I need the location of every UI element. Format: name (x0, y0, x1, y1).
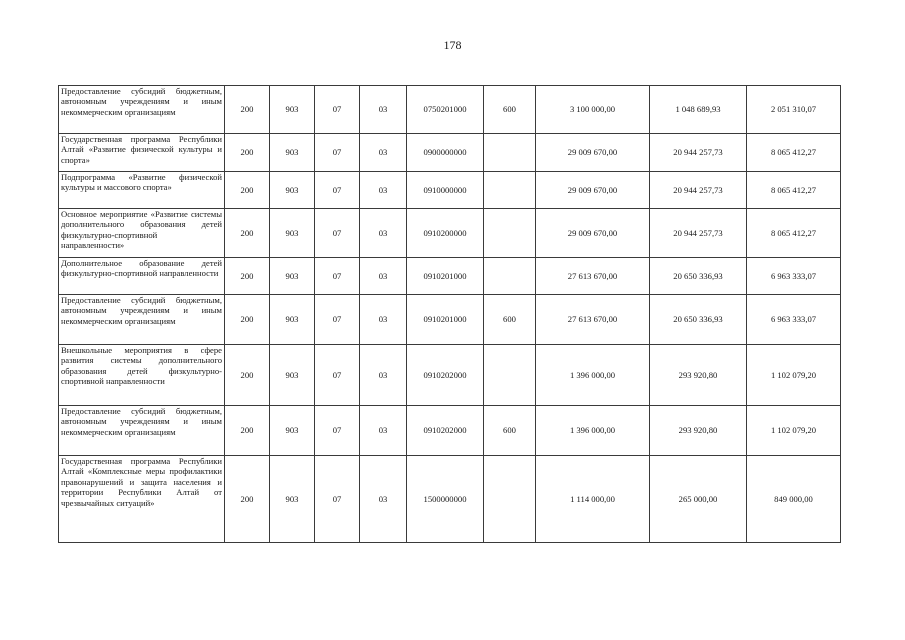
row-expense-type (484, 456, 536, 543)
row-sum-planned: 1 396 000,00 (536, 345, 650, 406)
row-sum-remaining: 6 963 333,07 (747, 258, 841, 295)
row-code-section: 07 (315, 134, 360, 172)
row-code-department: 903 (270, 406, 315, 456)
row-code-section: 07 (315, 258, 360, 295)
row-sum-executed: 1 048 689,93 (650, 86, 747, 134)
row-target-article: 0910201000 (407, 258, 484, 295)
row-target-article: 1500000000 (407, 456, 484, 543)
row-code-ministry: 200 (225, 86, 270, 134)
row-code-department: 903 (270, 345, 315, 406)
row-code-ministry: 200 (225, 209, 270, 258)
row-sum-remaining: 849 000,00 (747, 456, 841, 543)
table-row (59, 456, 841, 543)
row-name: Предоставление субсидий бюджетным, автономным учреждениям и иным некоммерческим организациям (59, 86, 225, 134)
table-row (59, 209, 841, 258)
row-code-ministry: 200 (225, 258, 270, 295)
row-code-department: 903 (270, 456, 315, 543)
row-target-article: 0910202000 (407, 345, 484, 406)
row-code-subsection: 03 (360, 86, 407, 134)
row-sum-remaining: 1 102 079,20 (747, 406, 841, 456)
row-sum-remaining: 8 065 412,27 (747, 209, 841, 258)
table-row (59, 134, 841, 172)
row-code-subsection: 03 (360, 345, 407, 406)
row-expense-type (484, 172, 536, 209)
row-sum-planned: 1 114 000,00 (536, 456, 650, 543)
row-sum-remaining: 8 065 412,27 (747, 134, 841, 172)
row-target-article: 0910201000 (407, 295, 484, 345)
row-code-subsection: 03 (360, 258, 407, 295)
table-row (59, 172, 841, 209)
row-code-department: 903 (270, 86, 315, 134)
budget-table-body (59, 86, 841, 543)
row-code-section: 07 (315, 406, 360, 456)
row-code-subsection: 03 (360, 134, 407, 172)
row-code-ministry: 200 (225, 172, 270, 209)
table-row (59, 258, 841, 295)
row-target-article: 0910202000 (407, 406, 484, 456)
row-sum-executed: 20 944 257,73 (650, 134, 747, 172)
row-expense-type (484, 134, 536, 172)
row-target-article: 0910000000 (407, 172, 484, 209)
row-name: Дополнительное образование детей физкультурно-спортивной направленности (59, 258, 225, 295)
row-expense-type: 600 (484, 86, 536, 134)
table-row (59, 86, 841, 134)
row-code-ministry: 200 (225, 345, 270, 406)
row-code-subsection: 03 (360, 172, 407, 209)
row-code-section: 07 (315, 345, 360, 406)
table-row (59, 295, 841, 345)
row-name: Подпрограмма «Развитие физической культуры и массового спорта» (59, 172, 225, 209)
row-name: Государственная программа Республики Алтай «Развитие физической культуры и спорта» (59, 134, 225, 172)
row-target-article: 0900000000 (407, 134, 484, 172)
row-sum-executed: 293 920,80 (650, 345, 747, 406)
table-row (59, 345, 841, 406)
row-code-section: 07 (315, 172, 360, 209)
row-code-department: 903 (270, 258, 315, 295)
row-sum-remaining: 6 963 333,07 (747, 295, 841, 345)
row-code-ministry: 200 (225, 456, 270, 543)
row-code-department: 903 (270, 172, 315, 209)
row-sum-remaining: 2 051 310,07 (747, 86, 841, 134)
row-target-article: 0750201000 (407, 86, 484, 134)
row-sum-executed: 20 650 336,93 (650, 258, 747, 295)
budget-table (58, 85, 841, 543)
row-code-department: 903 (270, 134, 315, 172)
row-sum-planned: 1 396 000,00 (536, 406, 650, 456)
row-sum-remaining: 8 065 412,27 (747, 172, 841, 209)
page-number: 178 (443, 38, 462, 52)
row-sum-executed: 20 944 257,73 (650, 209, 747, 258)
row-name: Предоставление субсидий бюджетным, автономным учреждениям и иным некоммерческим организациям (59, 406, 225, 456)
row-code-subsection: 03 (360, 209, 407, 258)
row-code-section: 07 (315, 295, 360, 345)
row-sum-remaining: 1 102 079,20 (747, 345, 841, 406)
row-code-section: 07 (315, 209, 360, 258)
row-code-department: 903 (270, 209, 315, 258)
row-sum-executed: 293 920,80 (650, 406, 747, 456)
row-sum-planned: 29 009 670,00 (536, 134, 650, 172)
row-sum-executed: 20 650 336,93 (650, 295, 747, 345)
row-code-subsection: 03 (360, 295, 407, 345)
table-row (59, 406, 841, 456)
row-code-department: 903 (270, 295, 315, 345)
row-name: Внешкольные мероприятия в сфере развития системы дополнительного образования детей физкультурно-спортивной направленности (59, 345, 225, 406)
row-sum-planned: 29 009 670,00 (536, 172, 650, 209)
row-sum-executed: 265 000,00 (650, 456, 747, 543)
row-code-section: 07 (315, 86, 360, 134)
row-expense-type: 600 (484, 406, 536, 456)
row-code-ministry: 200 (225, 134, 270, 172)
row-name: Предоставление субсидий бюджетным, автономным учреждениям и иным некоммерческим организациям (59, 295, 225, 345)
row-sum-planned: 29 009 670,00 (536, 209, 650, 258)
row-expense-type (484, 209, 536, 258)
row-sum-planned: 27 613 670,00 (536, 258, 650, 295)
row-sum-planned: 3 100 000,00 (536, 86, 650, 134)
row-code-section: 07 (315, 456, 360, 543)
row-name: Основное мероприятие «Развитие системы дополнительного образования детей физкультурно-спортивной направленности» (59, 209, 225, 258)
row-code-subsection: 03 (360, 456, 407, 543)
row-name: Государственная программа Республики Алтай «Комплексные меры профилактики правонарушений и защита населения и территории Республики Алтай от чрезвычайных ситуаций» (59, 456, 225, 543)
row-code-subsection: 03 (360, 406, 407, 456)
row-target-article: 0910200000 (407, 209, 484, 258)
row-expense-type (484, 258, 536, 295)
row-expense-type (484, 345, 536, 406)
row-sum-executed: 20 944 257,73 (650, 172, 747, 209)
row-code-ministry: 200 (225, 406, 270, 456)
row-sum-planned: 27 613 670,00 (536, 295, 650, 345)
row-expense-type: 600 (484, 295, 536, 345)
row-code-ministry: 200 (225, 295, 270, 345)
